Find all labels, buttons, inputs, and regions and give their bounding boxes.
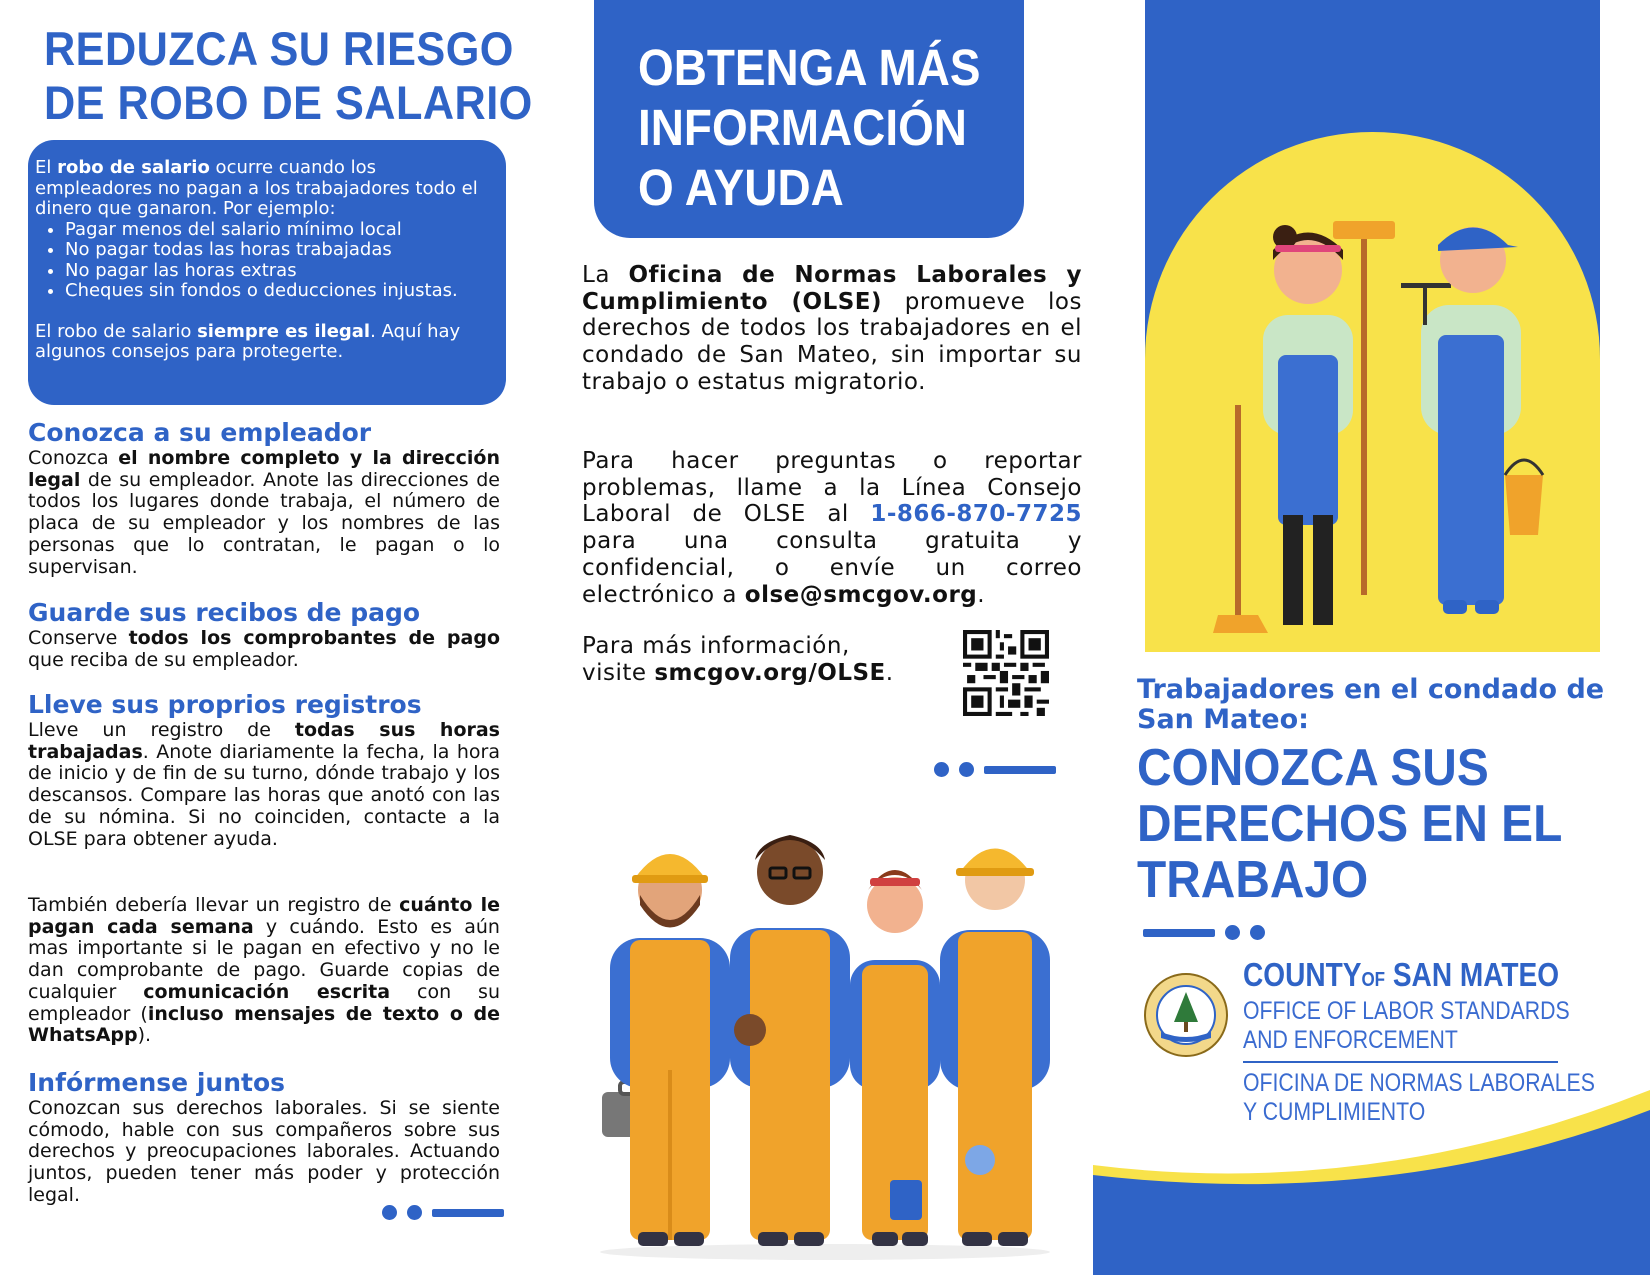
- qr-code-icon[interactable]: [963, 630, 1049, 716]
- cover-title: CONOZCA SUS DERECHOS EN EL TRABAJO: [1137, 739, 1563, 909]
- left-title: [44, 22, 533, 130]
- text-know-employer: Conozca el nombre completo y la dirección legal de su empleador. Anote las direcciones de todos los lugares donde trabaja, el número de placa de su empleador y los nombres de las personas que lo contratan, le pagan o lo supervisan.: [28, 447, 500, 578]
- heading-own-records: Lleve sus proprios registros: [28, 690, 422, 719]
- list-item: • No pagar las horas extras: [65, 261, 498, 282]
- heading-know-employer: Conozca a su empleador: [28, 418, 372, 447]
- dash: [432, 1209, 504, 1217]
- heading-learn-together: Infórmense juntos: [28, 1068, 285, 1097]
- info-header-title: OBTENGA MÁS INFORMACIÓN O AYUDA: [638, 39, 981, 216]
- worker-woman-icon: [850, 870, 940, 1246]
- worker-bearded-icon: [602, 854, 730, 1246]
- more-info: Para más información, visite smcgov.org/OLSE.: [582, 633, 894, 686]
- cleaning-workers-illustration: [1193, 215, 1553, 645]
- phone-link[interactable]: 1-866-870-7725: [870, 501, 1082, 528]
- text-learn-together: Conozcan sus derechos laborales. Si se siente cómodo, hable con sus compañeros sobre sus derechos y preocupaciones laborales. Actuando juntos, pueden tener más poder y protección legal.: [28, 1097, 500, 1206]
- olse-description: La Oficina de Normas Laborales y Cumplimiento (OLSE) promueve los derechos de todos los trabajadores en el condado de San Mateo, sin importar su trabajo o estatus migratorio.: [582, 262, 1082, 395]
- worker-glasses-icon: [730, 835, 850, 1246]
- county-name: COUNTYOF SAN MATEO: [1243, 956, 1560, 993]
- list-item: • Cheques sin fondos o deducciones injustas.: [65, 281, 498, 302]
- divider: [1243, 1061, 1558, 1063]
- left-title-line1: REDUZCA SU RIESGO: [44, 22, 514, 75]
- middle-panel: [560, 0, 1080, 1275]
- list-item: • No pagar todas las horas trabajadas: [65, 240, 498, 261]
- contact-paragraph: Para hacer preguntas o reportar problemas, llame a la Línea Consejo Laboral de OLSE al 1-866-870-7725 para una consulta gratuita y confidencial, o envíe un correo electrónico a olse@smcgov.org.: [582, 448, 1082, 608]
- decorative-dots: [1143, 925, 1265, 940]
- bottom-wave-decoration: [1093, 1090, 1650, 1275]
- text-own-records-2: También debería llevar un registro de cuánto le pagan cada semana y cuándo. Esto es aún mas importante si le pagan en efectivo y no le dan comprobante de pago. Guarde copias de cualquier comunicación escrita con su empleador (incluso mensajes de texto o de WhatsApp).: [28, 894, 500, 1047]
- left-panel: [0, 0, 533, 1275]
- email-link[interactable]: olse@smcgov.org: [744, 581, 978, 608]
- heading-keep-pay-stubs: Guarde sus recibos de pago: [28, 598, 421, 627]
- text-keep-pay-stubs: Conserve todos los comprobantes de pago que reciba de su empleador.: [28, 627, 500, 671]
- list-item: • Pagar menos del salario mínimo local: [65, 220, 498, 241]
- office-name-en: OFFICE OF LABOR STANDARDS AND ENFORCEMENT: [1243, 997, 1570, 1054]
- county-seal-icon: [1143, 972, 1229, 1058]
- examples-list: [35, 220, 498, 302]
- dot: [1225, 925, 1240, 940]
- dot: [382, 1205, 397, 1220]
- info-box-closing: El robo de salario siempre es ilegal. Aquí hay algunos consejos para protegerte.: [35, 320, 461, 362]
- cover-subtitle: Trabajadores en el condado de San Mateo:: [1137, 674, 1605, 735]
- info-header: [594, 0, 1024, 238]
- website-link[interactable]: smcgov.org/OLSE: [654, 659, 886, 686]
- office-name-es: OFICINA DE NORMAS LABORALES Y CUMPLIMIENTO: [1243, 1069, 1595, 1126]
- decorative-dots: [382, 1205, 504, 1220]
- dash: [984, 766, 1056, 774]
- dot: [959, 762, 974, 777]
- dot: [934, 762, 949, 777]
- wage-theft-info-box: [28, 140, 506, 405]
- info-box-intro: El robo de salario ocurre cuando los empleadores no pagan a los trabajadores todo el dinero que ganaron. Por ejemplo:: [35, 157, 478, 219]
- dash: [1143, 929, 1215, 937]
- right-panel: [1093, 0, 1650, 1275]
- left-title-line2: DE ROBO DE SALARIO: [44, 76, 533, 129]
- dot: [407, 1205, 422, 1220]
- text-own-records: Lleve un registro de todas sus horas trabajadas. Anote diariamente la fecha, la hora de inicio y de fin de su turno, dónde trabajo y los descansos. Compare las horas que anotó con las de su nómina. Si no coinciden, contacte a la OLSE para obtener ayuda.: [28, 719, 500, 850]
- decorative-dots: [934, 762, 1056, 777]
- worker-helmet-icon: [940, 849, 1050, 1247]
- construction-workers-illustration: [590, 820, 1060, 1260]
- dot: [1250, 925, 1265, 940]
